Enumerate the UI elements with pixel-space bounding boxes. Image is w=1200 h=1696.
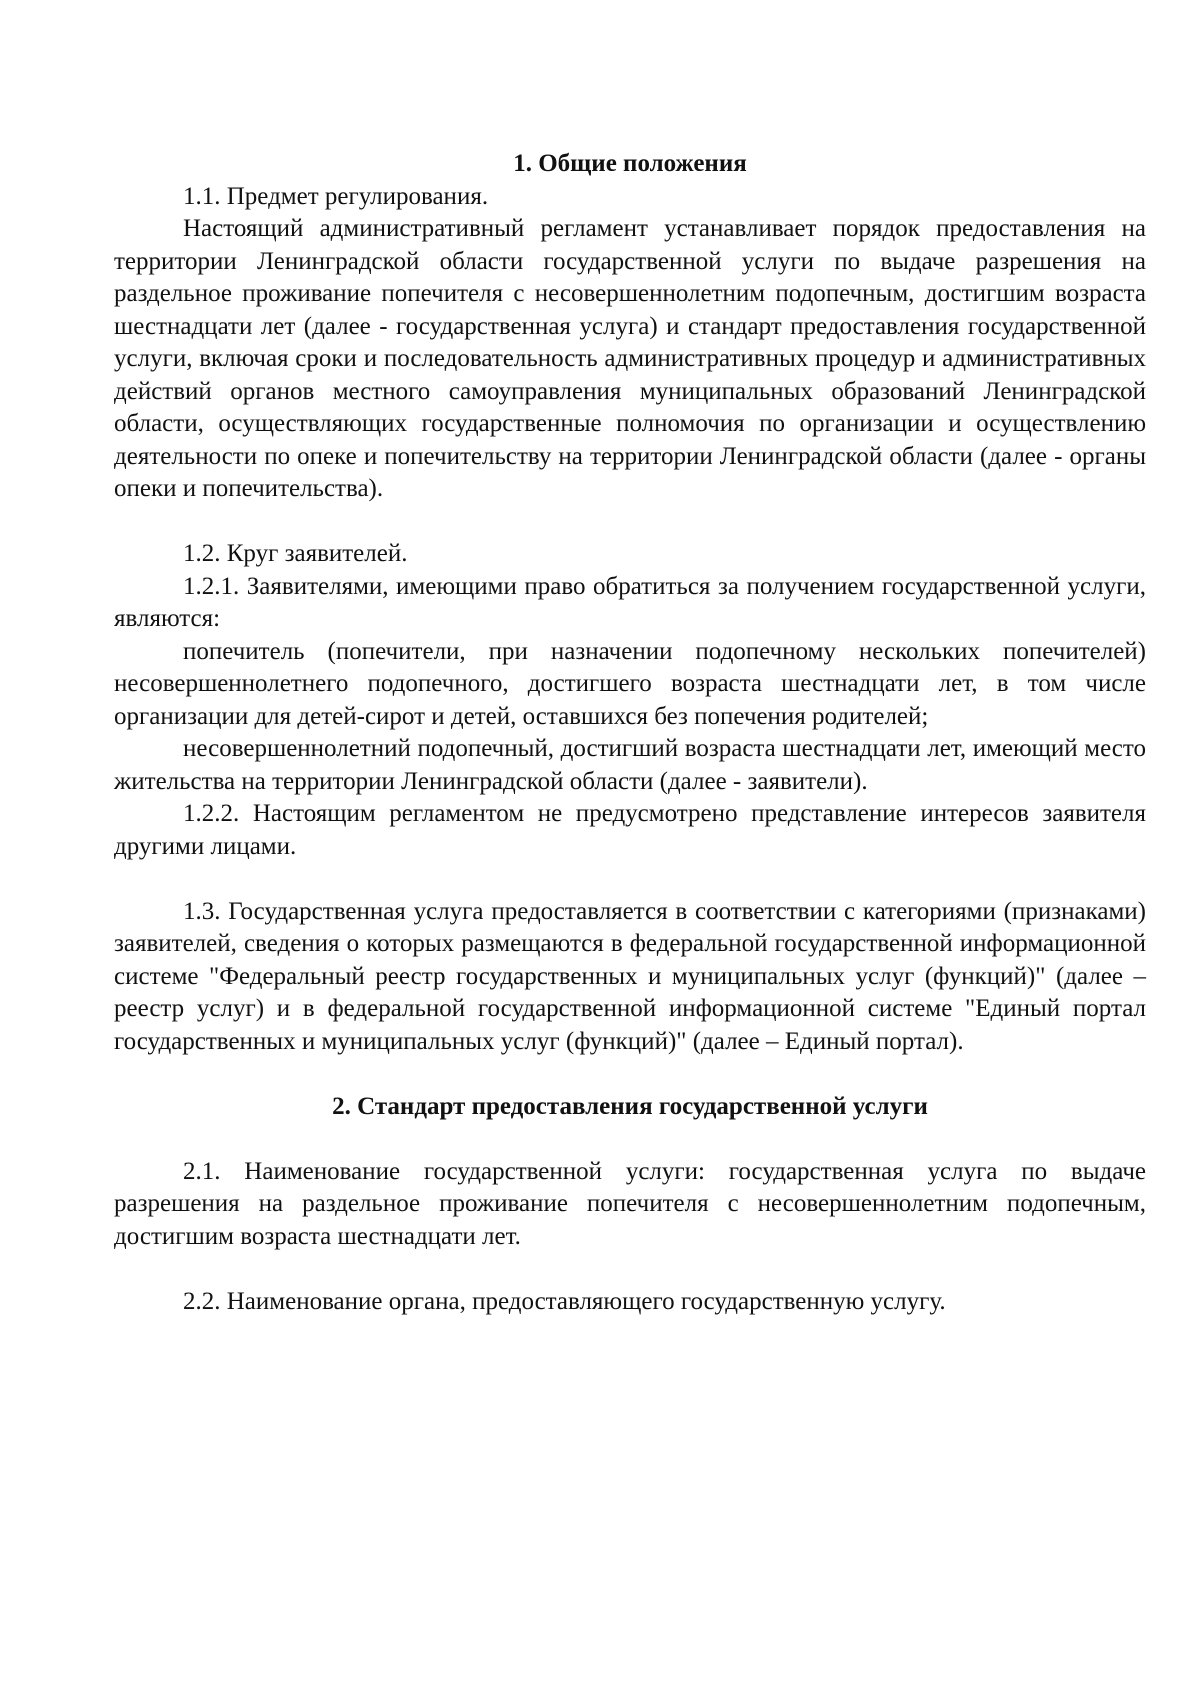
paragraph-spacer bbox=[114, 863, 1146, 896]
subsection-1-1-title: 1.1. Предмет регулирования. bbox=[183, 182, 489, 210]
subsection-1-2-1-text: 1.2.1. Заявителями, имеющими право обратиться за получением государственной услуги, являются: bbox=[114, 572, 1146, 632]
paragraph-spacer bbox=[114, 506, 1146, 539]
applicant-guardian-text: попечитель (попечители, при назначении подопечному нескольких попечителей) несовершеннолетнего подопечного, достигшего возраста шестнадцати лет, в том числе организации для детей-сирот и детей, оставшихся без попечения родителей; bbox=[114, 637, 1146, 730]
subsection-1-1-text: Настоящий административный регламент устанавливает порядок предоставления на территории Ленинградской области государственной услуги по выдаче разрешения на раздельное проживание попечителя с несовершеннолетним подопечным, достигшим возраста шестнадцати лет (далее - государственная услуга) и стандарт предоставления государственной услуги, включая сроки и последовательность административных процедур и административных действий органов местного самоуправления муниципальных образований Ленинградской области, осуществляющих государственные полномочия по организации и осуществлению деятельности по опеке и попечительству на территории Ленинградской области (далее - органы опеки и попечительства). bbox=[114, 215, 1146, 502]
subsection-1-2-title: 1.2. Круг заявителей. bbox=[183, 540, 408, 567]
section-1-heading: 1. Общие положения bbox=[513, 150, 747, 177]
subsection-1-3-text: 1.3. Государственная услуга предоставляется в соответствии с категориями (признаками) заявителей, сведения о которых размещаются в федеральной государственной информационной системе "Федеральный реестр государственных и муниципальных услуг (функций)" (далее – реестр услуг) и в федеральной государственной информационной системе "Единый портал государственных и муниципальных услуг (функций)" (далее – Единый портал). bbox=[114, 897, 1146, 1055]
subsection-1-2-2-text: 1.2.2. Настоящим регламентом не предусмотрено представление интересов заявителя другими лицами. bbox=[114, 800, 1146, 860]
document-body bbox=[114, 148, 1146, 1318]
subsection-2-1-text: 2.1. Наименование государственной услуги: государственная услуга по выдаче разрешения на раздельное проживание попечителя с несовершеннолетним подопечным, достигшим возраста шестнадцати лет. bbox=[114, 1157, 1146, 1250]
paragraph-spacer bbox=[114, 1123, 1146, 1156]
applicant-minor-text: несовершеннолетний подопечный, достигший возраста шестнадцати лет, имеющий место жительства на территории Ленинградской области (далее - заявители). bbox=[114, 735, 1146, 795]
section-2-heading: 2. Стандарт предоставления государственной услуги bbox=[332, 1092, 928, 1120]
paragraph-spacer bbox=[114, 1058, 1146, 1091]
subsection-2-2-text: 2.2. Наименование органа, предоставляющего государственную услугу. bbox=[183, 1287, 946, 1315]
paragraph-spacer bbox=[114, 1253, 1146, 1286]
